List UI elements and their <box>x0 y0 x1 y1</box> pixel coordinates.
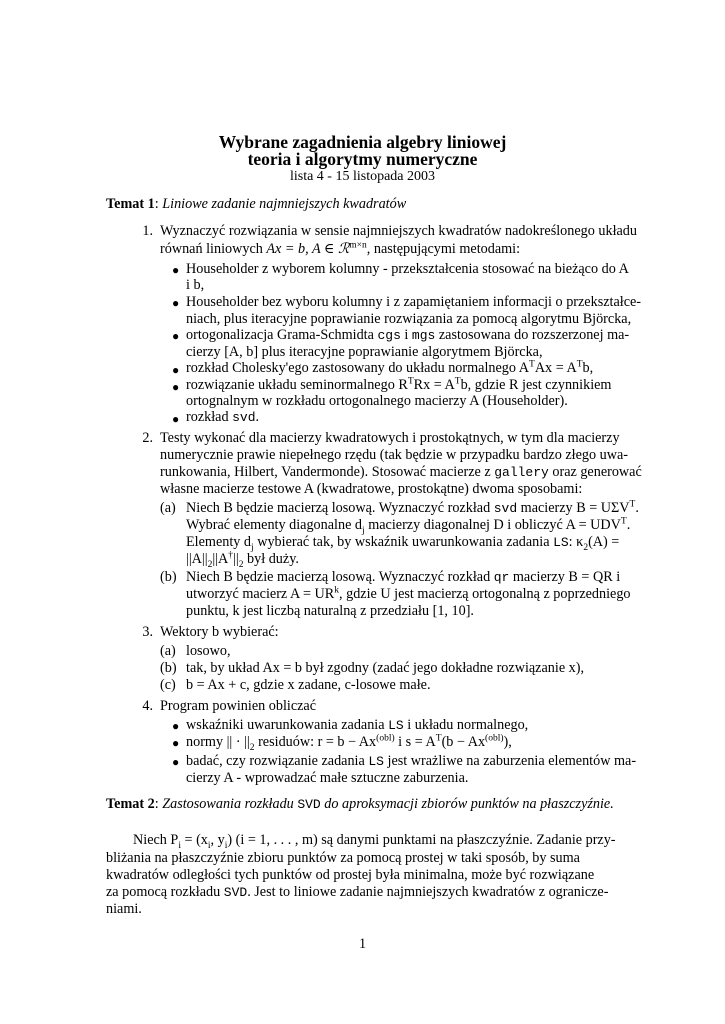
t: rozkład Cholesky'ego zastosowany do układu normalnego A <box>186 360 529 376</box>
t: macierzy diagonalnej D i obliczyć A = UDV <box>364 517 621 533</box>
t: b, gdzie R jest czynnikiem <box>460 377 612 393</box>
sub: i <box>178 840 181 851</box>
t: zastosowana do rozszerzonej ma- <box>435 327 630 343</box>
code: svd <box>232 410 256 425</box>
t: ) (i = 1, . . . , m) są danymi punktami na płaszczyźnie. Zadanie przy- <box>227 832 616 848</box>
sub: 2 <box>238 559 244 570</box>
sup: † <box>228 550 234 561</box>
bullet-icon: ● <box>172 736 180 750</box>
t: , następującymi metodami: <box>366 241 521 257</box>
t: Niech B będzie macierzą losową. Wyznaczyć rozkład <box>186 569 494 585</box>
t: rozwiązanie układu seminormalnego R <box>186 377 408 393</box>
t: . <box>635 500 639 516</box>
item-1-bullet-2-line-2: niach, plus iteracyjne poprawianie rozwiązania za pomocą algorytmu Björcka, <box>186 311 632 327</box>
item-2-a-line-4 <box>186 550 299 568</box>
subtitle: lista 4 - 15 listopada 2003 <box>289 169 436 184</box>
t: Rx = A <box>413 377 455 393</box>
sup: k <box>334 585 340 596</box>
sub: j <box>251 542 254 553</box>
sup: T <box>576 359 583 370</box>
t: i s = A <box>394 734 436 750</box>
sup: T <box>629 499 636 510</box>
sup: m×n <box>349 240 367 251</box>
t: Niech B będzie macierzą losową. Wyznaczyć rozkład <box>186 500 494 516</box>
sup: (obl) <box>376 733 395 744</box>
t: (A) = <box>588 534 620 550</box>
item-3-c: b = Ax + c, gdzie x zadane, c-losowe małe. <box>186 677 431 693</box>
sub: i <box>207 840 211 851</box>
bullet-icon: ● <box>172 263 180 277</box>
item-3-b: tak, by układ Ax = b był zgodny (zadać jego dokładne rozwiązanie x), <box>186 660 585 676</box>
bullet-icon: ● <box>172 329 180 343</box>
t: utworzyć macierz A = UR <box>186 586 335 602</box>
temat2-title-c: do aproksymacji zbiorów punktów na płaszczyźnie. <box>320 796 614 812</box>
sup: T <box>620 516 627 527</box>
sup: T <box>435 733 442 744</box>
t: . Jest to liniowe zadanie najmniejszych kwadratów z ogranicze- <box>247 884 609 900</box>
t: (b − Ax <box>441 734 486 750</box>
bullet-icon: ● <box>172 719 180 733</box>
item-1-number: 1. <box>142 223 153 239</box>
temat2-label: Temat 2 <box>106 796 155 812</box>
sub: 2 <box>207 559 213 570</box>
item-1-line-1: Wyznaczyć rozwiązania w sensie najmniejszych kwadratów nadokreślonego układu <box>160 223 637 239</box>
item-1-bullet-3-line-2: cierzy [A, b] plus iteracyjne poprawianie algorytmem Björcka, <box>186 344 543 360</box>
t: , y <box>210 832 225 848</box>
t: Ax = A <box>534 360 577 376</box>
t: wskaźniki uwarunkowania zadania <box>186 717 389 733</box>
item-1-bullet-4 <box>186 359 593 377</box>
t: był duży. <box>243 551 299 567</box>
t: równań liniowych <box>160 241 267 257</box>
t: || <box>233 551 239 567</box>
temat2-title-a: Zastosowania rozkładu <box>162 796 298 812</box>
sub: 2 <box>583 542 589 553</box>
temat1-title: Liniowe zadanie najmniejszych kwadratów <box>162 196 407 212</box>
code: SVD <box>297 797 321 812</box>
t: macierzy B = UΣV <box>517 500 630 516</box>
t: badać, czy rozwiązanie zadania <box>186 753 369 769</box>
t: ortogonalizacja Grama-Schmidta <box>186 327 378 343</box>
para-line-3: kwadratów odległości tych punktów od prostej była minimalna, może być rozwiązane <box>106 867 595 883</box>
para-line-4 <box>106 883 608 902</box>
temat2-heading: Temat 2: Zastosowania rozkładu SVD do aproksymacji zbiorów punktów na płaszczyźnie. <box>106 796 614 812</box>
t: ), <box>503 734 512 750</box>
t: Niech P <box>133 832 179 848</box>
t: = (x <box>180 832 208 848</box>
t: za pomocą rozkładu <box>106 884 224 900</box>
t: . <box>626 517 631 533</box>
item-1-bullet-6 <box>186 408 259 427</box>
bullet-icon: ● <box>172 755 180 769</box>
code: LS <box>368 754 384 769</box>
item-1-line-2 <box>160 240 520 258</box>
t: jest wrażliwe na zaburzenia elementów ma- <box>383 753 637 769</box>
item-2-b-label: (b) <box>160 569 177 585</box>
item-3-line-1: Wektory b wybierać: <box>160 624 279 640</box>
bullet-icon: ● <box>172 380 180 394</box>
code: svd <box>493 501 518 516</box>
item-4-number: 4. <box>142 698 153 714</box>
para-line-5: niami. <box>106 901 142 917</box>
t: Elementy d <box>186 534 252 550</box>
code: LS <box>553 535 569 550</box>
item-2-line-4: własne macierze testowe A (kwadratowe, prostokątne) dwoma sposobami: <box>160 481 583 497</box>
para-line-2: bliżania na płaszczyźnie zbioru punktów za pomocą prostej w taki sposób, by suma <box>106 850 580 866</box>
item-1-bullet-1-line-1: Householder z wyborem kolumny - przekształcenia stosować na bieżąco do A <box>186 261 629 277</box>
item-2-line-1: Testy wykonać dla macierzy kwadratowych i prostokątnych, w tym dla macierzy <box>160 430 620 446</box>
temat1-label: Temat 1 <box>106 196 155 212</box>
page-number: 1 <box>358 936 367 952</box>
title-line-2: teoria i algorytmy numeryczne <box>247 149 478 169</box>
sup: (obl) <box>485 733 504 744</box>
code: mgs <box>411 328 436 343</box>
t: , gdzie U jest macierzą ortogonalną z poprzedniego <box>339 586 631 602</box>
t: macierzy B = QR i <box>509 569 621 585</box>
bullet-icon: ● <box>172 363 180 377</box>
code: gallery <box>494 465 549 480</box>
sup: T <box>407 376 414 387</box>
sub: j <box>362 525 365 536</box>
t: residuów: r = b − Ax <box>254 734 377 750</box>
sup: T <box>529 359 535 370</box>
item-4-line-1: Program powinien obliczać <box>160 698 317 714</box>
t: normy || · || <box>186 734 250 750</box>
item-1-bullet-5-line-2: ortognalnym w rozkładu ortogonalnego macierzy A (Householder). <box>186 393 568 409</box>
item-3-a-label: (a) <box>160 643 176 659</box>
bullet-icon: ● <box>172 296 180 310</box>
code: qr <box>493 570 510 585</box>
item-4-bullet-2 <box>186 733 512 751</box>
t: wybierać tak, by wskaźnik uwarunkowania zadania <box>253 534 554 550</box>
item-3-number: 3. <box>142 624 153 640</box>
code: LS <box>388 718 404 733</box>
t: . <box>255 409 260 425</box>
item-2-a-line-2 <box>186 516 630 534</box>
sup: T <box>454 376 461 387</box>
item-2-b-line-3: punktu, k jest liczbą naturalną z przedziału [1, 10]. <box>186 603 474 619</box>
t: Wybrać elementy diagonalne d <box>186 517 363 533</box>
t: : κ <box>568 534 584 550</box>
item-4-bullet-3-line-2: cierzy A - wprowadzać małe sztuczne zaburzenia. <box>186 770 469 786</box>
t: i <box>400 327 412 343</box>
item-1-bullet-2-line-1: Householder bez wyboru kolumny i z zapamiętaniem informacji o przekształce- <box>186 294 642 310</box>
sub: i <box>224 840 228 851</box>
code: SVD <box>223 885 248 900</box>
bullet-icon: ● <box>172 412 180 426</box>
code: cgs <box>377 328 401 343</box>
item-1-bullet-1-line-2: i b, <box>186 277 205 293</box>
item-3-b-label: (b) <box>160 660 177 676</box>
title-line-1: Wybrane zagadnienia algebry liniowej <box>218 132 507 152</box>
item-3-a: losowo, <box>186 643 231 659</box>
item-2-line-2: numerycznie prawie niepełnego rzędu (tak będzie w przypadku bardzo złego uwa- <box>160 447 628 463</box>
t: runkowania, Hilbert, Vandermonde). Stosować macierze z <box>160 464 495 480</box>
item-2-b-line-2 <box>186 585 631 603</box>
t: i układu normalnego, <box>403 717 529 733</box>
t: b, <box>582 360 594 376</box>
temat1-heading: Temat 1: Liniowe zadanie najmniejszych kwadratów <box>106 196 407 212</box>
t: ||A|| <box>186 551 208 567</box>
para-line-1 <box>133 831 616 849</box>
t: oraz generować <box>548 464 642 480</box>
t: rozkład <box>186 409 233 425</box>
math: Ax = b, A ∈ ℛ <box>266 241 350 257</box>
item-3-c-label: (c) <box>160 677 176 693</box>
item-2-number: 2. <box>142 430 153 446</box>
sub: 2 <box>249 742 255 753</box>
item-2-a-label: (a) <box>160 500 176 516</box>
t: ||A <box>212 551 229 567</box>
